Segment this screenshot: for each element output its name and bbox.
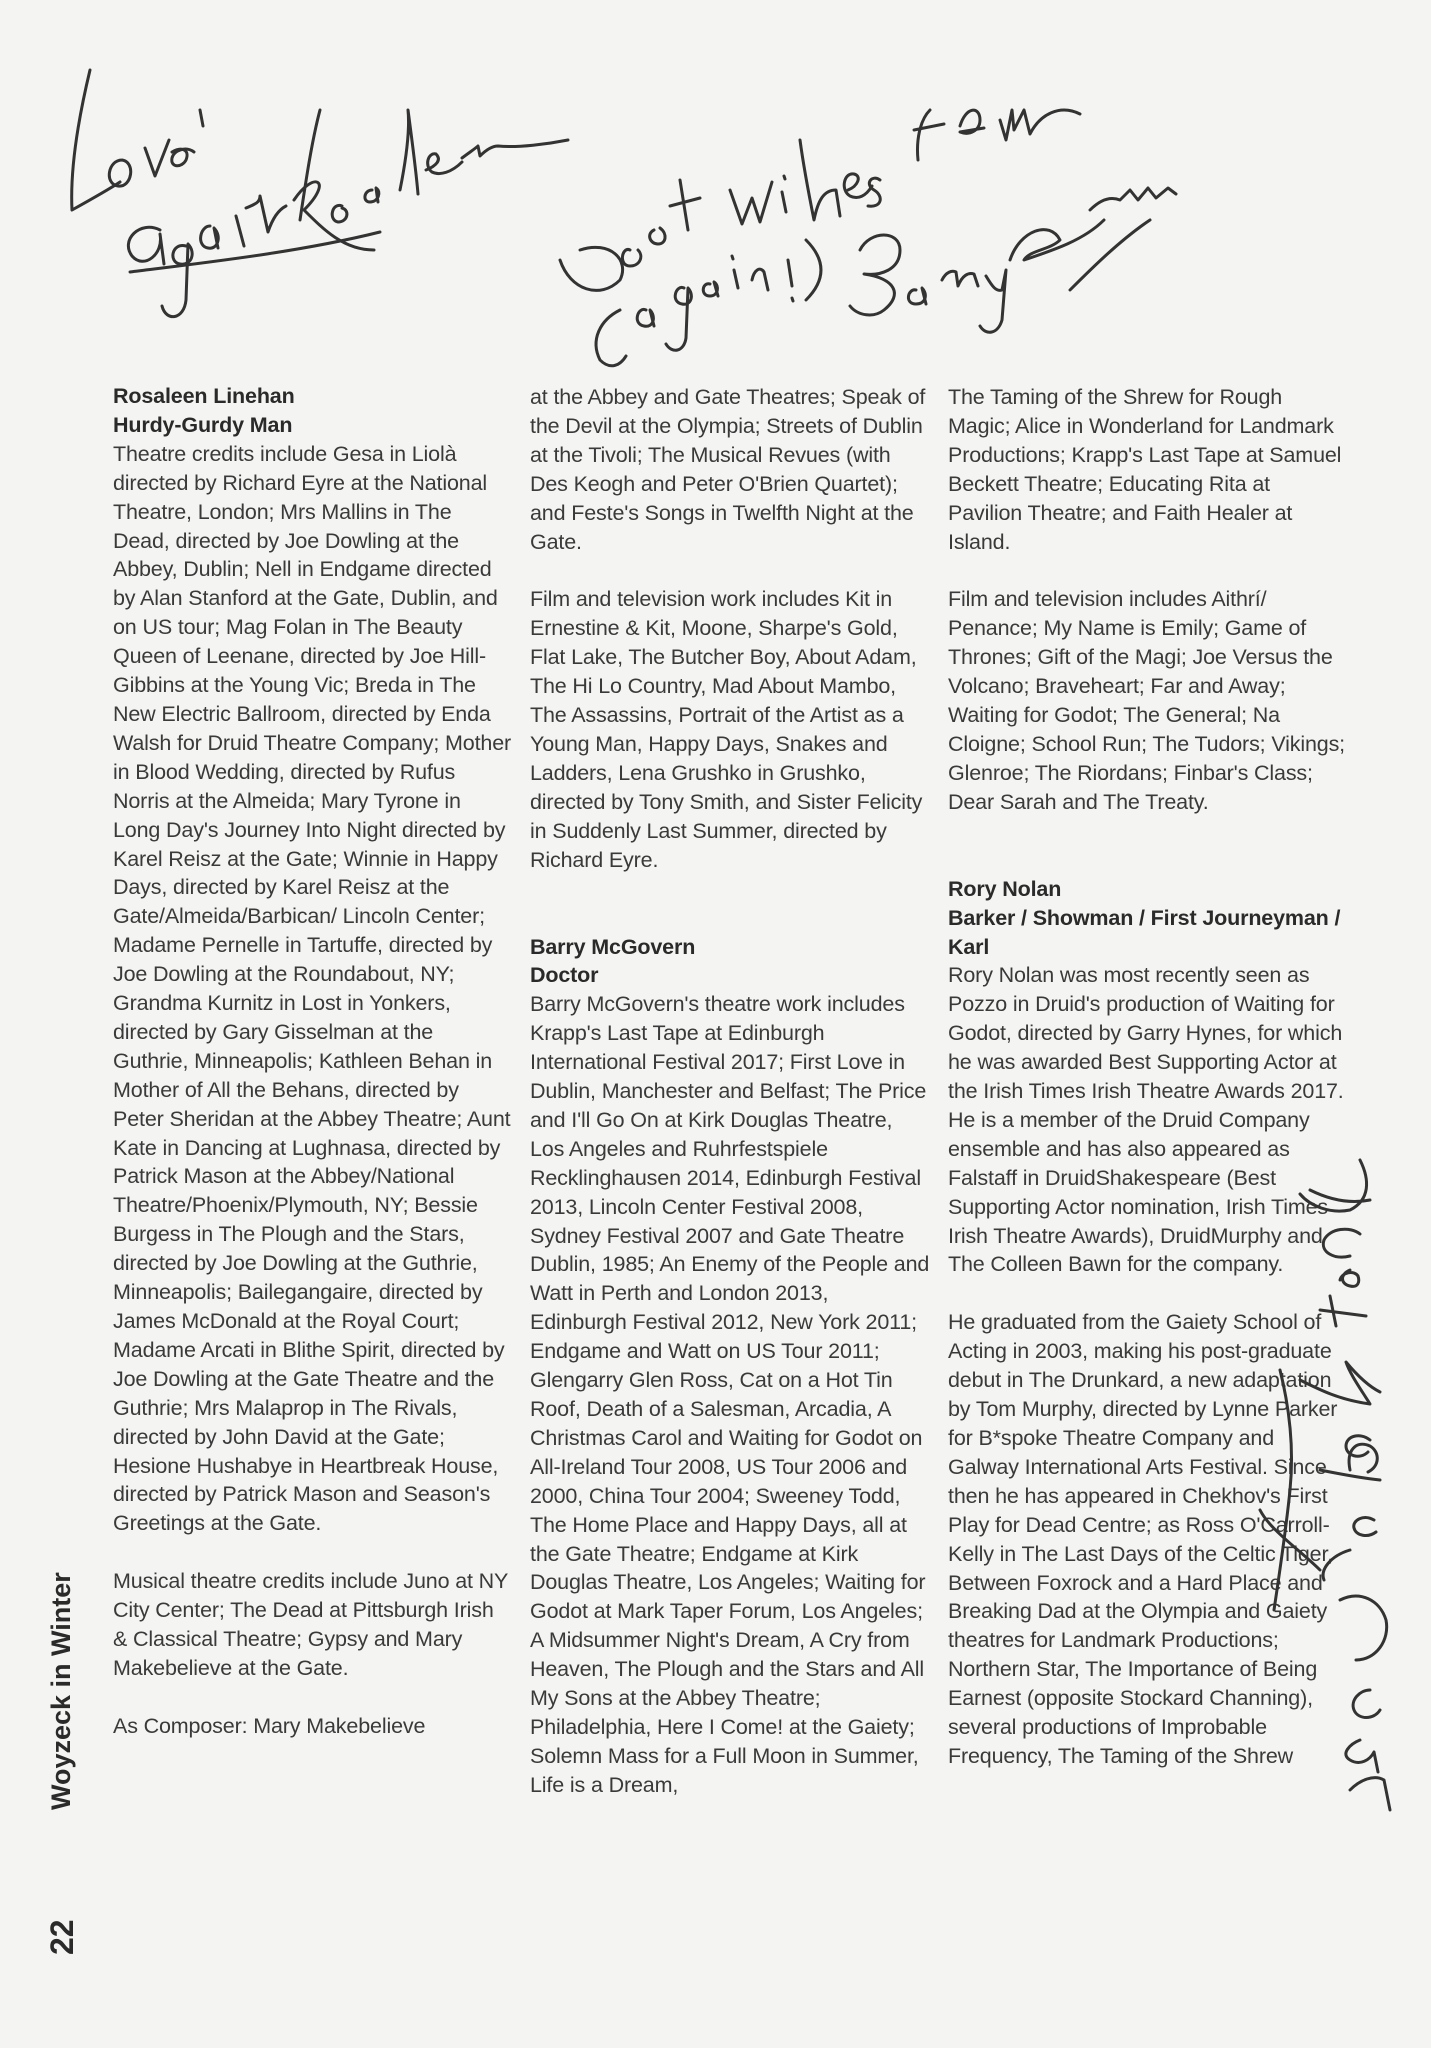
- bio-paragraph: Theatre credits include Gesa in Liolà directed by Richard Eyre at the National Theatre, London; Mrs Mallins in The Dead, directed by Joe Dowling at the Abbey, Dublin; Nell in Endgame directed by Alan Stanford at the Gate, Dublin, and on US tour; Mag Folan in The Beauty Queen of Leenane, directed by Joe Hill-Gibbins at the Young Vic; Breda in The New Electric Ballroom, directed by Enda Walsh for Druid Theatre Company; Mother in Blood Wedding, directed by Rufus Norris at the Almeida; Mary Tyrone in Long Day's Journey Into Night directed by Karel Reisz at the Gate; Winnie in Happy Days, directed by Karel Reisz at the Gate/Almeida/Barbican/ Lincoln Center; Madame Pernelle in Tartuffe, directed by Joe Dowling at the Roundabout, NY; Grandma Kurnitz in Lost in Yonkers, directed by Gary Gisselman at the Guthrie, Minneapolis; Kathleen Behan in Mother of All the Behans, directed by Peter Sheridan at the Abbey Theatre; Aunt Kate in Dancing at Lughnasa, directed by Patrick Mason at the Abbey/National Theatre/Phoenix/Plymouth, NY; Bessie Burgess in The Plough and the Stars, directed by Joe Dowling at the Guthrie, Minneapolis; Bailegangaire, directed by James McDonald at the Royal Court; Madame Arcati in Blithe Spirit, directed by Joe Dowling at the Gate Theatre and the Guthrie; Mrs Malaprop in The Rivals, directed by John David at the Gate; Hesione Hushabye in Heartbreak House, directed by Patrick Mason and Season's Greetings at the Gate.: [113, 441, 512, 1536]
- bio-paragraph: Musical theatre credits include Juno at NY City Center; The Dead at Pittsburgh Irish & Classical Theatre; Gypsy and Mary Makebelieve at the Gate.: [113, 1569, 508, 1680]
- bio-paragraph: Rory Nolan was most recently seen as Pozzo in Druid's production of Waiting for Godot, directed by Garry Hynes, for which he was awarded Best Supporting Actor at the Irish Times Irish Theatre Awards 2017. He is a member of the Druid Company ensemble and has also appeared as Falstaff in DruidShakespeare (Best Supporting Actor nomination, Irish Times Irish Theatre Awards), DruidMurphy and The Colleen Bawn for the company.: [948, 963, 1344, 1277]
- bio-paragraph: He graduated from the Gaiety School of Acting in 2003, making his post-graduate debut in The Drunkard, a new adaptation by Tom Murphy, directed by Lynne Parker for B*spoke Theatre Company and Galway International Arts Festival. Since then he has appeared in Chekhov's First Play for Dead Centre; as Ross O'Carroll-Kelly in The Last Days of the Celtic Tiger, Between Foxrock and a Hard Place and Breaking Dad at the Olympia and Gaiety theatres for Landmark Productions; Northern Star, The Importance of Being Earnest (opposite Stockard Channing), several productions of Improbable Frequency, The Taming of the Shrew: [948, 1310, 1338, 1768]
- bio-role: Doctor: [530, 963, 599, 988]
- bio-paragraph: Film and television work includes Kit in Ernestine & Kit, Moone, Sharpe's Gold, Flat Lake, The Butcher Boy, About Adam, The Hi Lo Country, Mad About Mambo, The Assassins, Portrait of the Artist as a Young Man, Happy Days, Snakes and Ladders, Lena Grushko in Grushko, directed by Tony Smith, and Sister Felicity in Suddenly Last Summer, directed by Richard Eyre.: [530, 587, 923, 872]
- bio-name: Barry McGovern: [530, 934, 696, 959]
- bio-paragraph: Barry McGovern's theatre work includes Krapp's Last Tape at Edinburgh International Festival 2017; First Love in Dublin, Manchester and Belfast; The Price and I'll Go On at Kirk Douglas Theatre, Los Angeles and Ruhrfestspiele Recklinghausen 2014, Edinburgh Festival 2013, Lincoln Center Festival 2008, Sydney Festival 2007 and Gate Theatre Dublin, 1985; An Enemy of the People and Watt in Perth and London 2013, Edinburgh Festival 2012, New York 2011; Endgame and Watt on US Tour 2011; Glengarry Glen Ross, Cat on a Hot Tin Roof, Death of a Salesman, Arcadia, A Christmas Carol and Waiting for Godot on All-Ireland Tour 2008, US Tour 2006 and 2000, China Tour 2004; Sweeney Todd, The Home Place and Happy Days, all at the Gate Theatre; Endgame at Kirk Douglas Theatre, Los Angeles; Waiting for Godot at Mark Taper Forum, Los Angeles; A Midsummer Night's Dream, A Cry from Heaven, The Plough and the Stars and All My Sons at the Abbey Theatre; Philadelphia, Here I Come! at the Gaiety; Solemn Mass for a Full Moon in Summer, Life is a Dream,: [530, 992, 930, 1797]
- bio-paragraph: The Taming of the Shrew for Rough Magic; Alice in Wonderland for Landmark Productions; Krapp's Last Tape at Samuel Beckett Theatre; Educating Rita at Pavilion Theatre; and Faith Healer at Island.: [948, 385, 1342, 554]
- bio-name: Rosaleen Linehan: [113, 384, 295, 408]
- page-number: 22: [44, 1919, 80, 1955]
- bio-paragraph: As Composer: Mary Makebelieve: [113, 1713, 426, 1738]
- bio-paragraph: at the Abbey and Gate Theatres; Speak of the Devil at the Olympia; Streets of Dublin at the Tivoli; The Musical Revues (with Des Keogh and Peter O'Brien Quartet); and Feste's Songs in Twelfth Night at the Gate.: [530, 385, 926, 554]
- bio-name: Rory Nolan: [948, 876, 1062, 901]
- bio-column-1: [113, 382, 513, 1741]
- signature-rory: [1250, 1150, 1420, 1850]
- spine-title: Woyzeck in Winter: [46, 1572, 76, 1810]
- signature-barry: [530, 80, 1180, 390]
- bio-column-2: [530, 383, 930, 1800]
- bio-role: Hurdy-Gurdy Man: [113, 412, 293, 437]
- bio-paragraph: Film and television includes Aithrí/ Penance; My Name is Emily; Game of Thrones; Gift of the Magi; Joe Versus the Volcano; Braveheart; Far and Away; Waiting for Godot; The General; Na Cloigne; School Run; The Tudors; Vikings; Glenroe; The Riordans; Finbar's Class; Dear Sarah and The Treaty.: [948, 587, 1346, 814]
- bio-role: Barker / Showman / First Journeyman / Karl: [948, 905, 1341, 959]
- signature-rosaleen: [50, 40, 570, 350]
